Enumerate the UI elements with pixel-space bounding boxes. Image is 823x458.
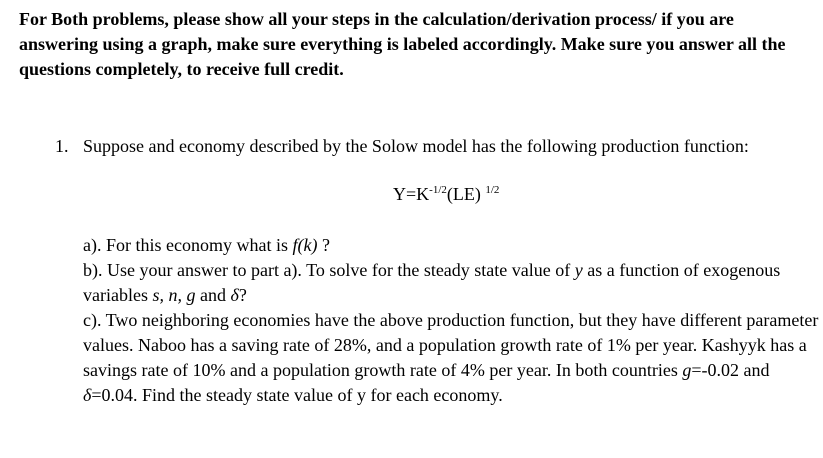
question-intro: Suppose and economy described by the Solow model has the following production function: xyxy=(83,136,749,156)
part-b-text: b). Use your answer to part a). To solve for the steady state value of xyxy=(83,260,575,280)
formula-le-exponent: 1/2 xyxy=(485,184,500,196)
part-c-text: c). Two neighboring economies have the above production function, but they have different parameter values. Naboo has a saving rate of 28%, and a population growth rate of 1% per year. Kashyyk has a savings rate of 10% and a population growth rate of 4% per year. In both countries xyxy=(83,310,819,380)
part-b-mid: as a function of exogenous variables xyxy=(83,260,781,305)
part-a-text: a). For this economy what is xyxy=(83,235,293,255)
part-b-and: and xyxy=(195,285,231,305)
question-parts xyxy=(83,233,819,408)
part-b-vars: s, n, g xyxy=(152,285,196,305)
part-b-suffix: ? xyxy=(238,285,247,305)
formula-k-exponent: -1/2 xyxy=(429,184,447,196)
part-c-delta: δ xyxy=(83,385,92,405)
part-b xyxy=(83,258,819,308)
part-c-g: g xyxy=(682,360,692,380)
question-number: 1. xyxy=(55,136,69,156)
instructions-header: For Both problems, please show all your steps in the calculation/derivation process/ if you are answering using a graph, make sure everything is labeled accordingly. Make sure you answer all the questions completely, to receive full credit. xyxy=(19,9,786,79)
part-c-g-val: =-0.02 and xyxy=(691,360,770,380)
part-a xyxy=(83,233,819,258)
part-c xyxy=(83,308,819,408)
formula-lhs: Y=K xyxy=(393,184,430,204)
part-a-fk: f(k) xyxy=(292,235,318,255)
part-c-text2: =0.04. Find the steady state value of y for each economy. xyxy=(91,385,503,405)
production-function xyxy=(393,182,499,207)
part-b-y: y xyxy=(574,260,583,280)
part-a-suffix: ? xyxy=(317,235,330,255)
part-b-delta: δ xyxy=(230,285,239,305)
formula-le: (LE) xyxy=(446,184,481,204)
